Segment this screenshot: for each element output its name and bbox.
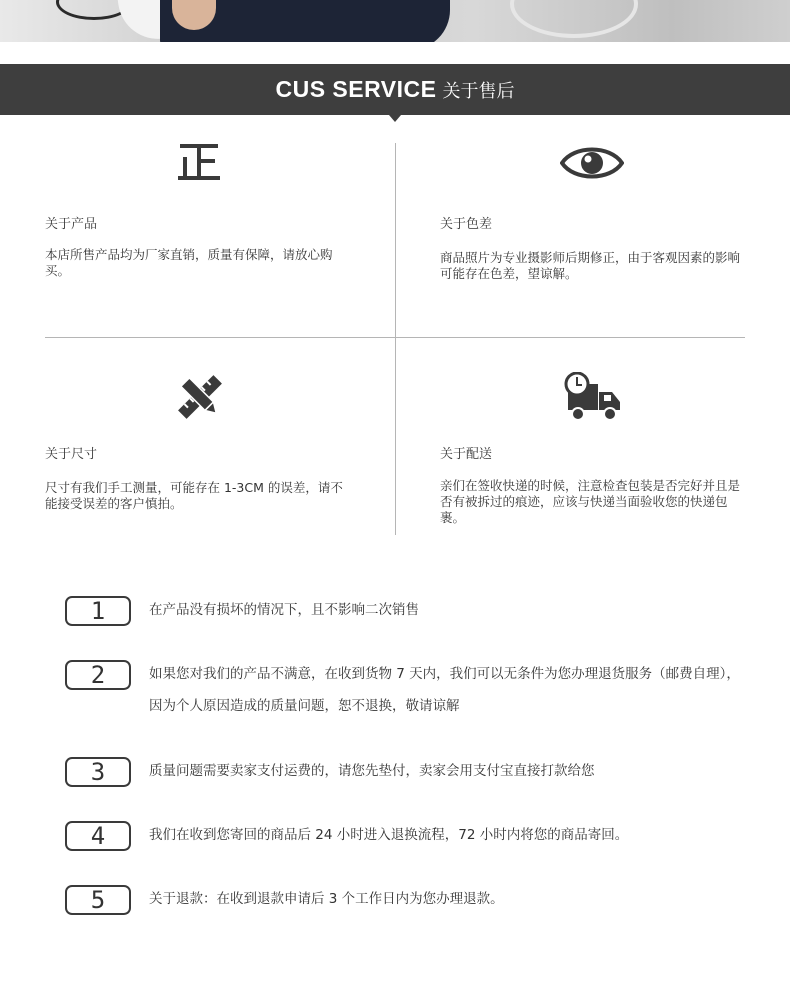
- rule-number: 5: [65, 885, 131, 915]
- rule-text: 质量问题需要卖家支付运费的，请您先垫付，卖家会用支付宝直接打款给您: [149, 763, 595, 779]
- rule-text: 关于退款：在收到退款申请后 3 个工作日内为您办理退款。: [149, 891, 504, 907]
- service-title: 关于产品: [45, 217, 98, 232]
- section-title-cn: 关于售后: [442, 80, 515, 102]
- pencil-ruler-icon: [175, 372, 225, 422]
- service-desc: 商品照片为专业摄影师后期修正，由于客观因素的影响可能存在色差，望谅解。: [440, 250, 741, 281]
- hero-decoration: [510, 0, 638, 38]
- rule-text: 如果您对我们的产品不满意，在收到货物 7 天内，我们可以无条件为您办理退货服务（邮费自理），因为个人原因造成的质量问题，恕不退换，敬请谅解: [149, 666, 740, 714]
- section-title-en: CUS SERVICE: [275, 76, 437, 102]
- rule-number: 2: [65, 660, 131, 690]
- rule-text: 在产品没有损坏的情况下，且不影响二次销售: [149, 602, 419, 618]
- eye-icon: [560, 142, 624, 184]
- rule-number: 3: [65, 757, 131, 787]
- section-header: [0, 64, 790, 115]
- grid-divider-horizontal: [45, 337, 745, 338]
- service-desc: 尺寸有我们手工测量，可能存在 1-3CM 的误差，请不能接受误差的客户慎拍。: [45, 480, 343, 511]
- rule-number: 4: [65, 821, 131, 851]
- grid-divider-vertical: [395, 143, 396, 535]
- service-title: 关于色差: [440, 217, 493, 232]
- service-desc: 亲们在签收快递的时候，注意检查包装是否完好并且是否有被拆过的痕迹，应该与快递当面验收您的快递包裹。: [440, 478, 741, 525]
- rule-text: 我们在收到您寄回的商品后 24 小时进入退换流程，72 小时内将您的商品寄回。: [149, 827, 629, 843]
- delivery-truck-clock-icon: [564, 372, 622, 422]
- hero-banner-image: [0, 0, 790, 42]
- service-title: 关于配送: [440, 447, 493, 462]
- service-desc: 本店所售产品均为厂家直销，质量有保障，请放心购买。: [45, 247, 333, 278]
- rule-number: 1: [65, 596, 131, 626]
- zheng-character-icon: [178, 142, 220, 182]
- service-title: 关于尺寸: [45, 447, 98, 462]
- header-pointer: [389, 115, 401, 122]
